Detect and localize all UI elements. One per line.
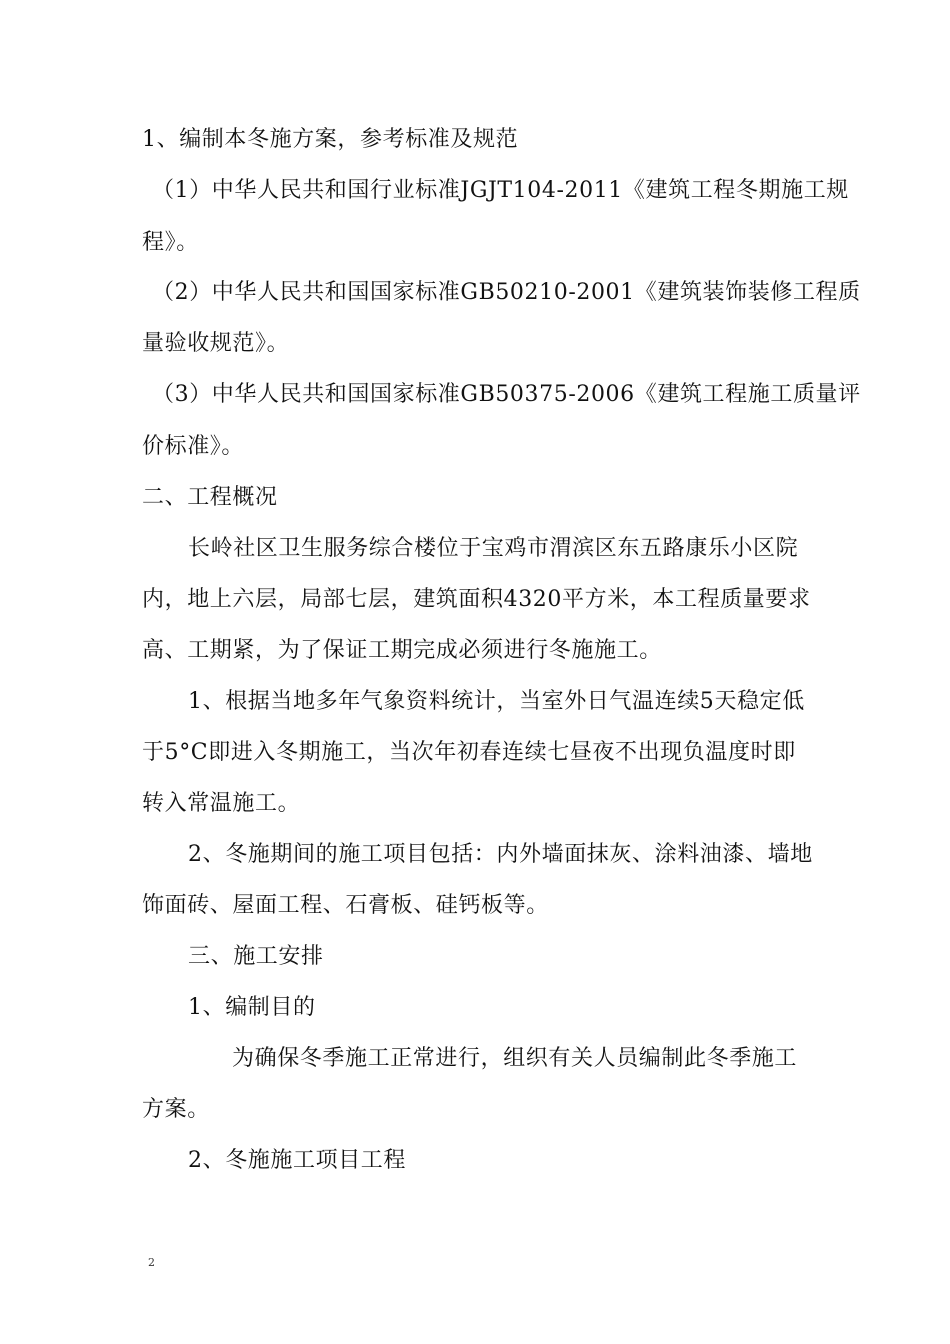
text-line-18: 1、编制目的 xyxy=(188,995,316,1020)
text-line-14: 转入常温施工。 xyxy=(142,791,301,816)
section-heading-2: 二、工程概况 xyxy=(142,485,278,510)
text-line-20: 方案。 xyxy=(142,1097,210,1122)
text-line-12: 1、根据当地多年气象资料统计，当室外日气温连续5天稳定低 xyxy=(188,689,805,714)
text-line-7: 价标准》。 xyxy=(142,434,245,459)
text-line-9: 长岭社区卫生服务综合楼位于宝鸡市渭滨区东五路康乐小区院 xyxy=(188,536,799,561)
text-line-6: （3）中华人民共和国国家标准GB50375-2006《建筑工程施工质量评 xyxy=(152,382,861,407)
text-line-19: 为确保冬季施工正常进行，组织有关人员编制此冬季施工 xyxy=(232,1046,798,1071)
text-line-15: 2、冬施期间的施工项目包括：内外墙面抹灰、涂料油漆、墙地 xyxy=(188,842,813,867)
text-line-5: 量验收规范》。 xyxy=(142,331,290,356)
text-line-2: （1）中华人民共和国行业标准JGJT104-2011《建筑工程冬期施工规 xyxy=(152,178,849,203)
text-line-16: 饰面砖、屋面工程、石膏板、硅钙板等。 xyxy=(142,893,549,918)
text-line-3: 程》。 xyxy=(142,230,199,255)
text-line-11: 高、工期紧，为了保证工期完成必须进行冬施施工。 xyxy=(142,638,662,663)
text-line-13: 于5°C即进入冬期施工，当次年初春连续七昼夜不出现负温度时即 xyxy=(142,740,796,765)
text-line-21: 2、冬施施工项目工程 xyxy=(188,1148,406,1173)
text-line-4: （2）中华人民共和国国家标准GB50210-2001《建筑装饰装修工程质 xyxy=(152,280,861,305)
text-line-10: 内，地上六层，局部七层，建筑面积4320平方米，本工程质量要求 xyxy=(142,587,811,612)
page-number: 2 xyxy=(148,1256,155,1269)
text-line-1: 1、编制本冬施方案，参考标准及规范 xyxy=(142,127,519,152)
section-heading-3: 三、施工安排 xyxy=(188,944,324,969)
